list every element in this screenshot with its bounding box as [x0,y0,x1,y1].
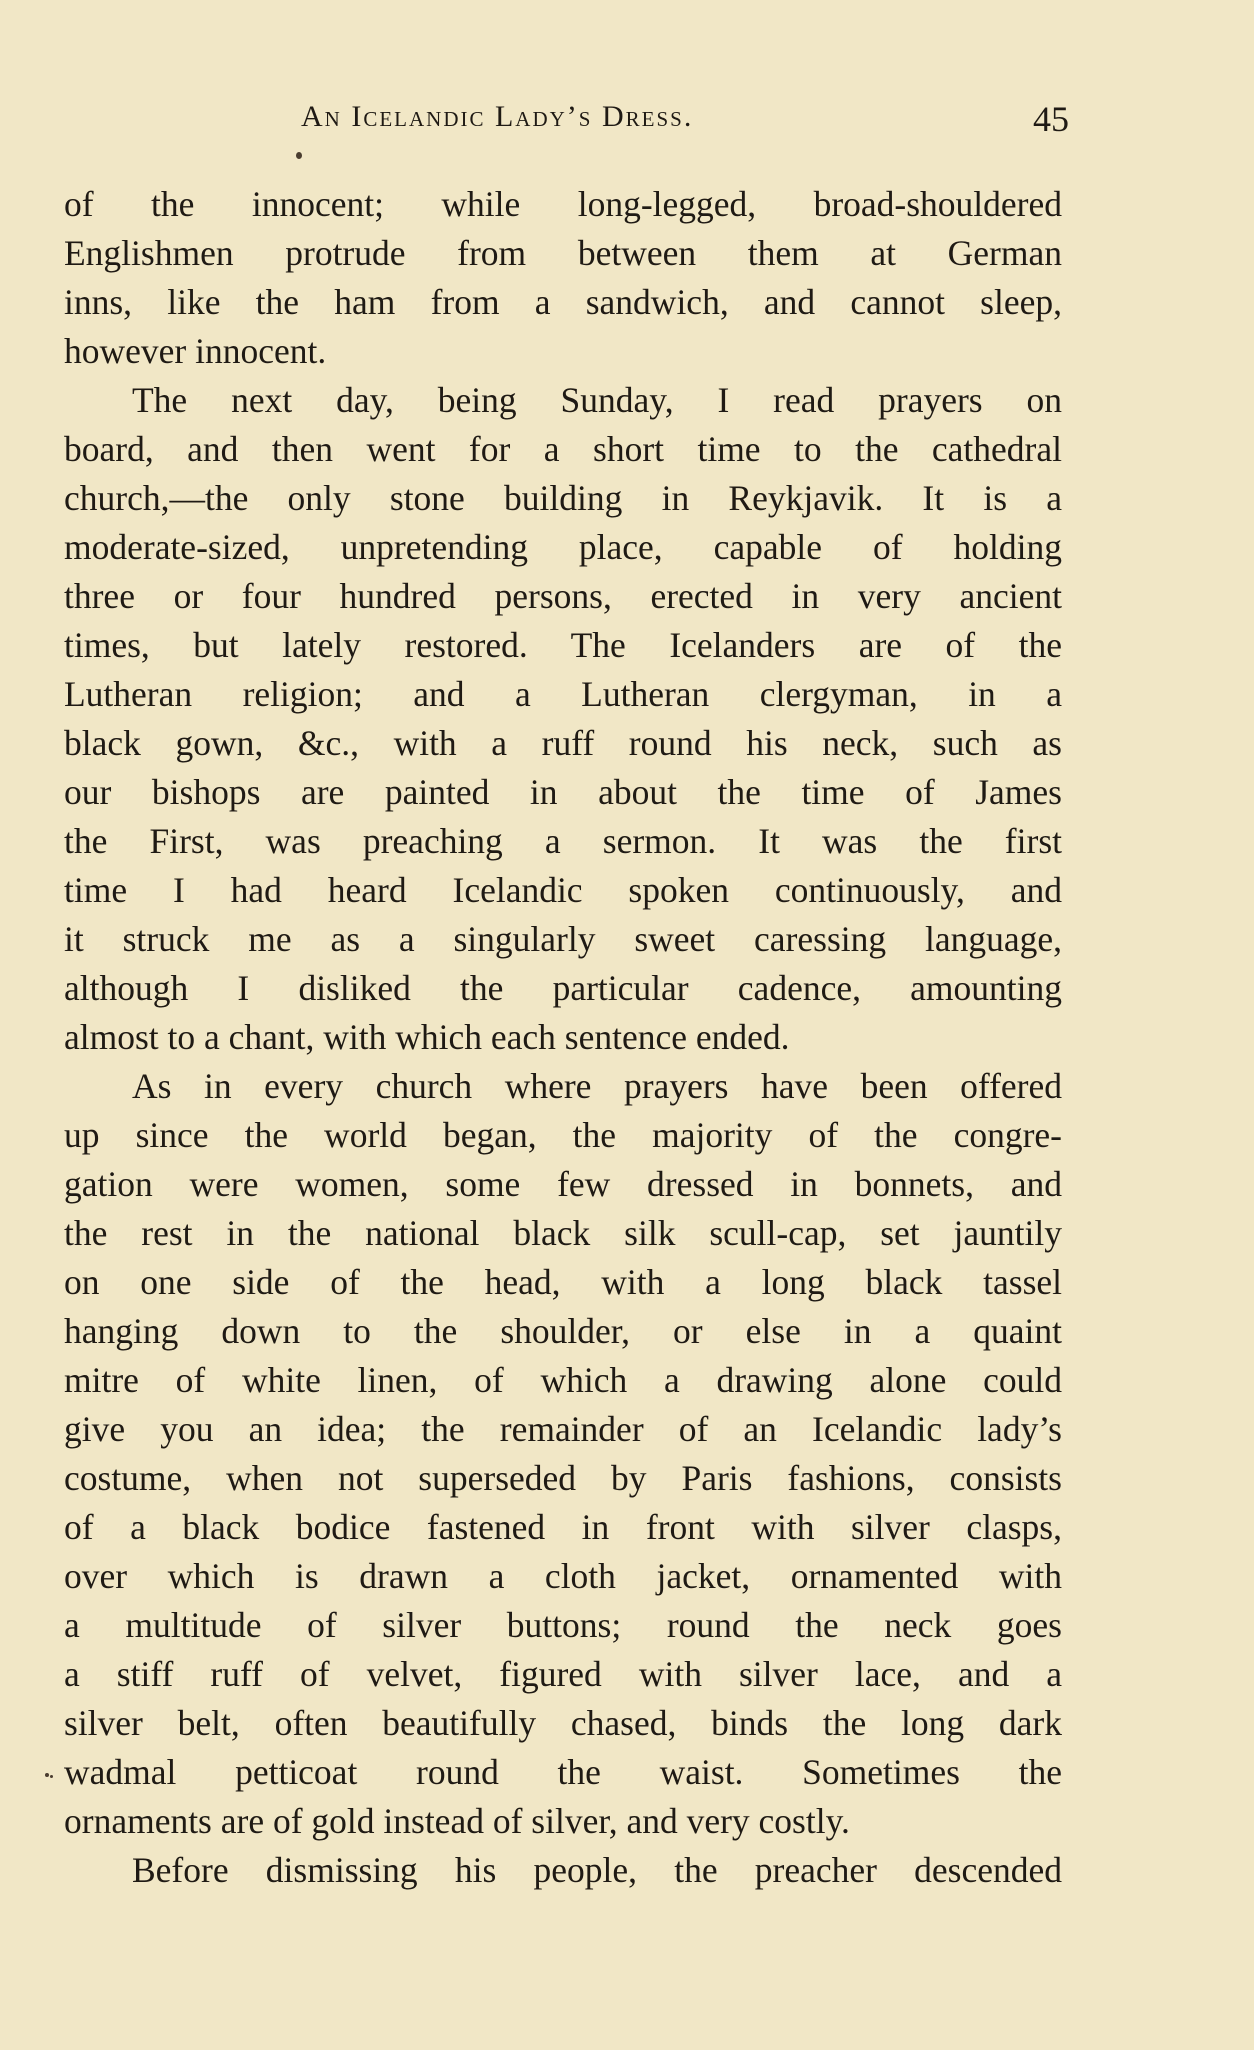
text-line: Lutheran religion; and a Lutheran clergyman, in a [64,674,1062,714]
text-line: black gown, &c., with a ruff round his neck, such as [64,723,1062,763]
ink-speck [50,1775,53,1778]
text-line: times, but lately restored. The Icelanders are of the [64,625,1062,665]
page-number: 45 [1033,99,1069,139]
ink-speck [296,152,302,159]
text-line: a stiff ruff of velvet, figured with silver lace, and a [64,1654,1062,1694]
text-line: the rest in the national black silk scull-cap, set jauntily [64,1213,1062,1253]
running-head [66,99,1069,150]
text-line: hanging down to the shoulder, or else in a quaint [64,1311,1062,1351]
text-line: church,—the only stone building in Reykjavik. It is a [64,478,1062,518]
text-line: Englishmen protrude from between them at German [64,233,1062,273]
text-line: of the innocent; while long-legged, broad-shouldered [64,184,1062,224]
text-line: costume, when not superseded by Paris fashions, consists [64,1458,1062,1498]
text-line: our bishops are painted in about the time of James [64,772,1062,812]
text-line: although I disliked the particular cadence, amounting [64,968,1062,1008]
text-line: up since the world began, the majority of the congre- [64,1115,1062,1155]
text-line: time I had heard Icelandic spoken continuously, and [64,870,1062,910]
text-line: As in every church where prayers have been offered [132,1066,1062,1106]
ink-speck [45,1773,49,1777]
text-line: mitre of white linen, of which a drawing alone could [64,1360,1062,1400]
text-line: silver belt, often beautifully chased, binds the long dark [64,1703,1062,1743]
text-line: however innocent. [64,331,327,371]
text-line: board, and then went for a short time to the cathedral [64,429,1062,469]
text-line: give you an idea; the remainder of an Icelandic lady’s [64,1409,1062,1449]
text-line: almost to a chant, with which each sentence ended. [64,1017,790,1057]
running-title: An Icelandic Lady’s Dress. [301,100,694,133]
text-line: inns, like the ham from a sandwich, and cannot sleep, [64,282,1062,322]
text-line: Before dismissing his people, the preacher descended [132,1850,1062,1890]
text-line: a multitude of silver buttons; round the neck goes [64,1605,1062,1645]
text-line: three or four hundred persons, erected in very ancient [64,576,1062,616]
text-line: over which is drawn a cloth jacket, ornamented with [64,1556,1062,1596]
text-line: it struck me as a singularly sweet caressing language, [64,919,1062,959]
text-line: of a black bodice fastened in front with silver clasps, [64,1507,1062,1547]
text-line: wadmal petticoat round the waist. Sometimes the [64,1752,1062,1792]
text-line: on one side of the head, with a long black tassel [64,1262,1062,1302]
text-line: ornaments are of gold instead of silver, and very costly. [64,1801,850,1841]
text-line: the First, was preaching a sermon. It was the first [64,821,1062,861]
text-line: moderate-sized, unpretending place, capable of holding [64,527,1062,567]
body-text [64,180,1062,1895]
text-line: gation were women, some few dressed in bonnets, and [64,1164,1062,1204]
text-line: The next day, being Sunday, I read prayers on [132,380,1062,420]
